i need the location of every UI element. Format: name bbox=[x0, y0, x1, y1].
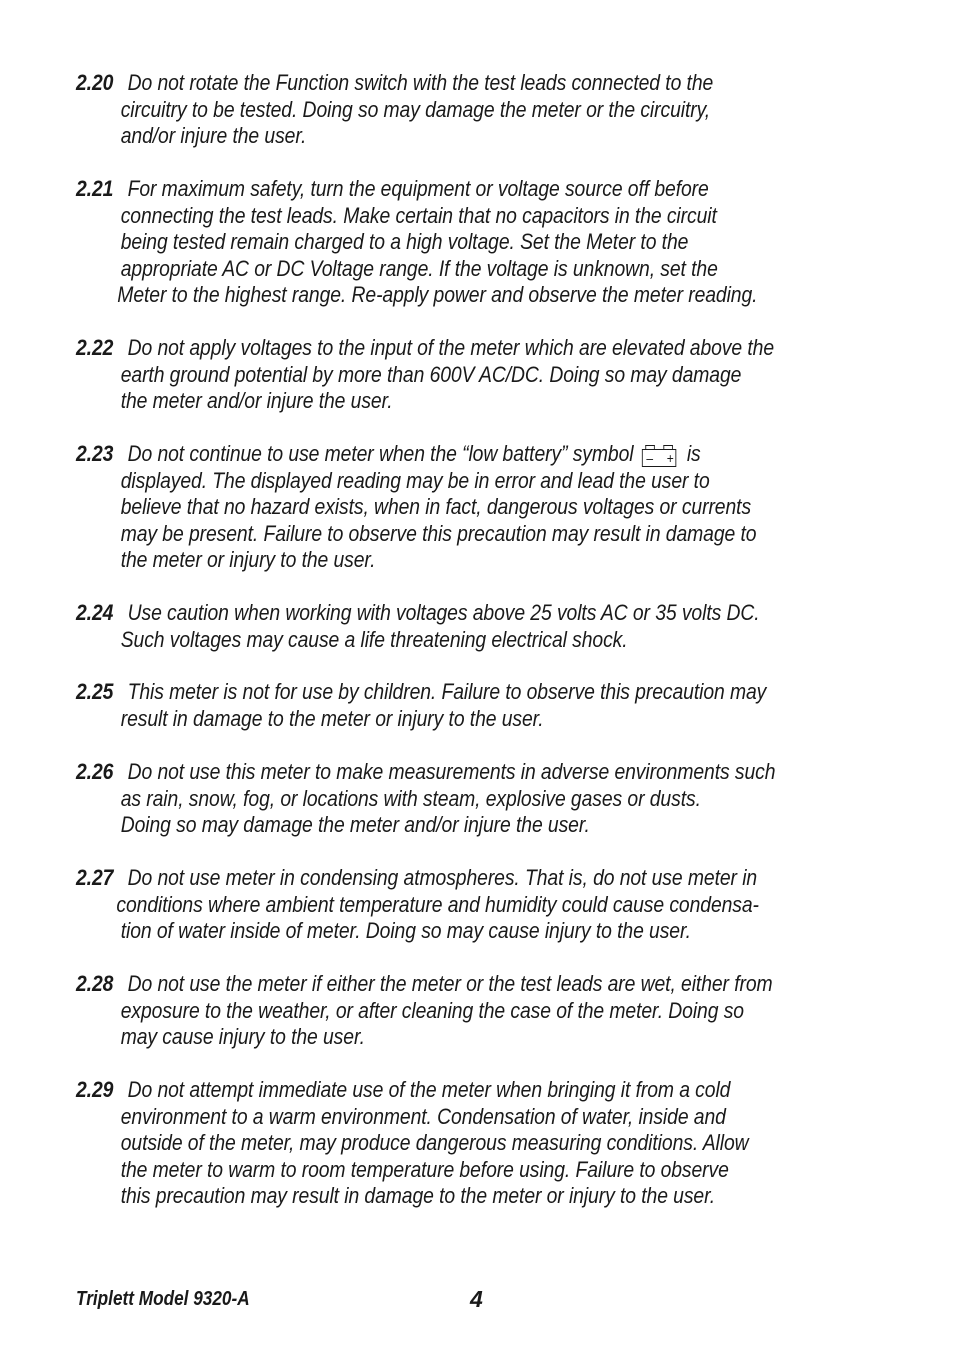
footer-model-title: Triplett Model 9320-A bbox=[76, 1288, 250, 1310]
precaution-item-2-26 bbox=[76, 759, 774, 839]
item-number: 2.24 bbox=[76, 600, 114, 625]
item-number: 2.27 bbox=[76, 865, 114, 890]
item-text-line: outside of the meter, may produce dangerous measuring conditions. Allow bbox=[120, 1130, 749, 1155]
precaution-item-2-29 bbox=[76, 1077, 774, 1210]
item-text-line: this precaution may result in damage to the meter or injury to the user. bbox=[120, 1183, 716, 1208]
item-text-line: Do not apply voltages to the input of the meter which are elevated above the bbox=[127, 335, 775, 360]
precaution-item-2-21 bbox=[76, 176, 774, 309]
item-number: 2.20 bbox=[76, 70, 114, 95]
item-text-line: Use caution when working with voltages above 25 volts AC or 35 volts DC. bbox=[127, 600, 760, 625]
item-text-line: as rain, snow, fog, or locations with steam, explosive gases or dusts. bbox=[120, 785, 701, 811]
precaution-item-2-27 bbox=[76, 865, 774, 945]
item-text-line: This meter is not for use by children. Failure to observe this precaution may bbox=[127, 679, 767, 704]
item-first-line bbox=[76, 865, 774, 892]
item-first-line bbox=[76, 600, 774, 627]
item-text-line: Do not use the meter if either the meter or the test leads are wet, either from bbox=[127, 971, 773, 996]
item-text-line: displayed. The displayed reading may be in error and lead the user to bbox=[120, 467, 710, 493]
item-text-line: the meter and/or injure the user. bbox=[120, 388, 393, 413]
precaution-item-2-23 bbox=[76, 441, 774, 574]
item-text-line: Doing so may damage the meter and/or injure the user. bbox=[120, 812, 590, 837]
item-number: 2.25 bbox=[76, 679, 114, 704]
item-text-line: Meter to the highest range. Re-apply power and observe the meter reading. bbox=[117, 282, 758, 307]
precaution-item-2-22 bbox=[76, 335, 774, 415]
item-first-line bbox=[76, 70, 774, 97]
item-text-line: connecting the test leads. Make certain that no capacitors in the circuit bbox=[120, 202, 717, 228]
item-text-before-icon: Do not continue to use meter when the “low battery” symbol bbox=[127, 441, 634, 466]
item-first-line bbox=[76, 971, 774, 998]
item-first-line bbox=[76, 176, 774, 203]
item-text-after-icon: is bbox=[686, 441, 701, 466]
item-text-line: earth ground potential by more than 600V AC/DC. Doing so may damage bbox=[120, 361, 742, 387]
item-text-line: Such voltages may cause a life threatening electrical shock. bbox=[120, 626, 628, 652]
item-first-line bbox=[76, 679, 774, 706]
item-text-line: and/or injure the user. bbox=[120, 123, 307, 148]
item-text-line: believe that no hazard exists, when in fact, dangerous voltages or currents bbox=[120, 494, 752, 519]
item-text-line: exposure to the weather, or after cleaning the case of the meter. Doing so bbox=[120, 997, 744, 1023]
item-text-line: environment to a warm environment. Condensation of water, inside and bbox=[120, 1103, 726, 1129]
item-number: 2.23 bbox=[76, 441, 114, 466]
item-number: 2.28 bbox=[76, 971, 114, 996]
item-first-line bbox=[76, 759, 774, 786]
item-text-line: Do not use this meter to make measurements in adverse environments such bbox=[127, 759, 776, 784]
item-text-line: may cause injury to the user. bbox=[120, 1024, 365, 1049]
item-text-line: conditions where ambient temperature and humidity could cause condensa- bbox=[116, 891, 759, 917]
item-text-line: result in damage to the meter or injury to the user. bbox=[120, 705, 544, 731]
item-number: 2.21 bbox=[76, 176, 114, 201]
page-number: 4 bbox=[470, 1286, 483, 1312]
item-text-line: For maximum safety, turn the equipment or voltage source off before bbox=[127, 176, 709, 201]
precaution-item-2-28 bbox=[76, 971, 774, 1051]
precaution-item-2-20 bbox=[76, 70, 774, 150]
item-first-line bbox=[76, 1077, 774, 1104]
item-text-line: may be present. Failure to observe this precaution may result in damage to bbox=[120, 520, 757, 546]
item-text-line: appropriate AC or DC Voltage range. If the voltage is unknown, set the bbox=[120, 255, 718, 281]
item-text-line: the meter or injury to the user. bbox=[120, 547, 376, 572]
item-text-line: Do not rotate the Function switch with the test leads connected to the bbox=[127, 70, 714, 95]
item-text-line: being tested remain charged to a high voltage. Set the Meter to the bbox=[120, 229, 689, 254]
item-text-line: the meter to warm to room temperature before using. Failure to observe bbox=[120, 1156, 729, 1182]
precaution-item-2-25 bbox=[76, 679, 774, 732]
item-text-line: Do not attempt immediate use of the meter when bringing it from a cold bbox=[127, 1077, 731, 1102]
item-first-line bbox=[76, 441, 774, 468]
item-text-line: Do not use meter in condensing atmospheres. That is, do not use meter in bbox=[127, 865, 758, 890]
item-number: 2.26 bbox=[76, 759, 114, 784]
battery-symbol-text: – + bbox=[646, 450, 679, 466]
item-number: 2.29 bbox=[76, 1077, 114, 1102]
item-first-line bbox=[76, 335, 774, 362]
item-number: 2.22 bbox=[76, 335, 114, 360]
item-text-line: tion of water inside of meter. Doing so may cause injury to the user. bbox=[120, 918, 691, 943]
low-battery-icon bbox=[642, 449, 679, 467]
precaution-item-2-24 bbox=[76, 600, 774, 653]
item-text-line: circuitry to be tested. Doing so may damage the meter or the circuitry, bbox=[120, 96, 711, 122]
